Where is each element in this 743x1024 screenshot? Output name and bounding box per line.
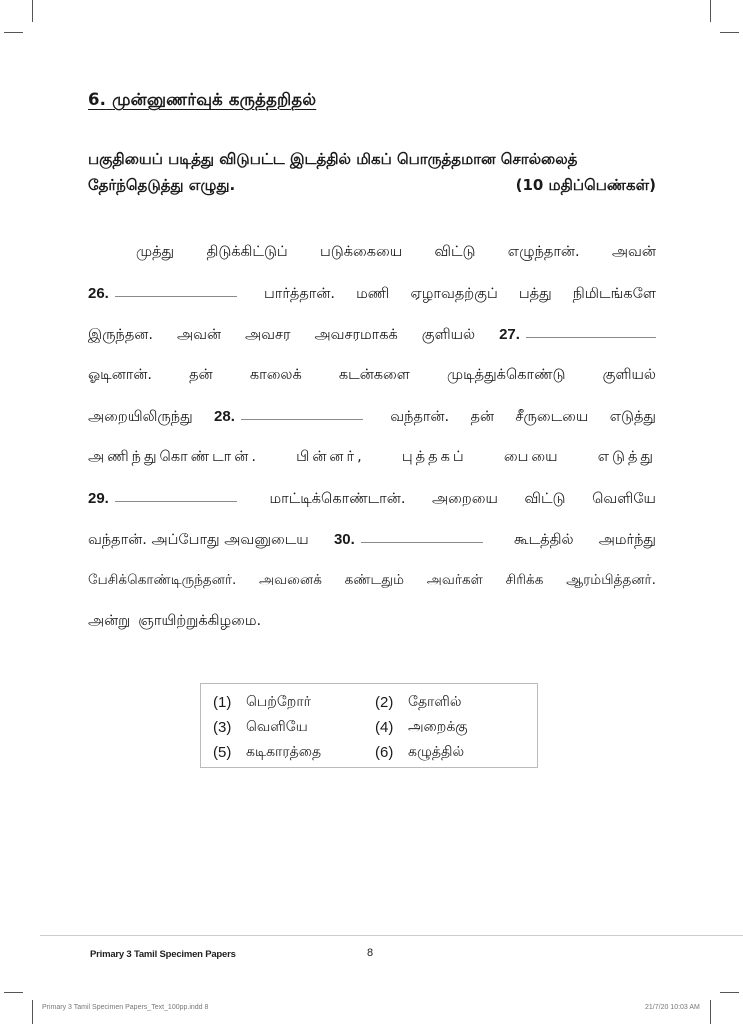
option-4: (4) அறைக்கு [375,718,468,736]
answer-blank-28[interactable] [241,418,363,420]
option-6: (6) கழுத்தில் [375,743,465,761]
passage-line: பேசிக்கொண்டிருந்தனர். அவனைக் கண்டதும் அவர்கள் சிரிக்க ஆரம்பித்தனர். [88,572,656,588]
passage [88,232,656,642]
instruction-text: பகுதியைப் படித்து விடுபட்ட இடத்தில் மிகப் பொருத்தமான சொல்லைத் [88,150,578,168]
print-slug-filename: Primary 3 Tamil Specimen Papers_Text_100pp.indd 8 [42,1004,209,1011]
passage-line: முத்து திடுக்கிட்டுப் படுக்கையை விட்டு எழுந்தான். அவன் [136,244,656,260]
option-1: (1) பெற்றோர் [213,693,311,711]
section-title [88,90,316,112]
passage-line: அன்று ஞாயிற்றுக்கிழமை. [88,613,262,629]
answer-blank-30[interactable] [361,541,483,543]
marks-label: (10 மதிப்பெண்கள்) [515,176,656,194]
option-5: (5) கடிகாரத்தை [213,743,322,761]
crop-mark [4,992,23,993]
passage-line: அணிந்துகொண்டான். பின்னர், புத்தகப் பையை எடுத்து [88,449,656,465]
word-options-box [200,683,538,768]
blank-number: 26. [88,285,109,302]
crop-mark [720,32,739,33]
passage-line: ஓடினான். தன் காலைக் கடன்களை முடித்துக்கொண்டு குளியல் [88,367,656,383]
answer-blank-26[interactable] [115,295,237,297]
crop-mark [710,0,711,22]
print-slug-timestamp: 21/7/20 10:03 AM [645,1004,700,1011]
blank-number: 28. [214,408,235,425]
passage-line: 29. மாட்டிக்கொண்டான். அறையை விட்டு வெளியே [88,478,656,519]
instruction-line-2 [88,172,656,198]
answer-blank-27[interactable] [526,336,656,338]
section-heading: முன்னுணர்வுக் கருத்தறிதல் [112,90,317,109]
page-number: 8 [367,947,374,959]
passage-line: இருந்தன. அவன் அவசர அவசரமாகக் குளியல் 27. [88,314,656,355]
instruction-line-1 [88,146,656,172]
crop-mark [710,1000,711,1024]
option-2: (2) தோளில் [375,693,462,711]
blank-number: 30. [333,531,355,548]
option-3: (3) வெளியே [213,718,308,736]
crop-mark [720,992,739,993]
instructions [88,146,656,198]
footer-divider [40,935,743,936]
crop-mark [4,32,23,33]
passage-line: வந்தான். அப்போது அவனுடைய 30. கூடத்தில் அமர்ந்து [88,519,656,560]
section-number: 6. [88,90,107,109]
crop-mark [32,0,33,22]
crop-mark [32,1000,33,1024]
footer-book-title: Primary 3 Tamil Specimen Papers [90,949,236,960]
answer-blank-29[interactable] [115,500,237,502]
blank-number: 29. [88,490,109,507]
instruction-text: தேர்ந்தெடுத்து எழுது. [88,176,236,194]
passage-line: 26. பார்த்தான். மணி ஏழாவதற்குப் பத்து நிமிடங்களே [88,273,656,314]
passage-line: அறையிலிருந்து 28. வந்தான். தன் சீருடையை எடுத்து [88,396,656,437]
blank-number: 27. [499,326,520,343]
